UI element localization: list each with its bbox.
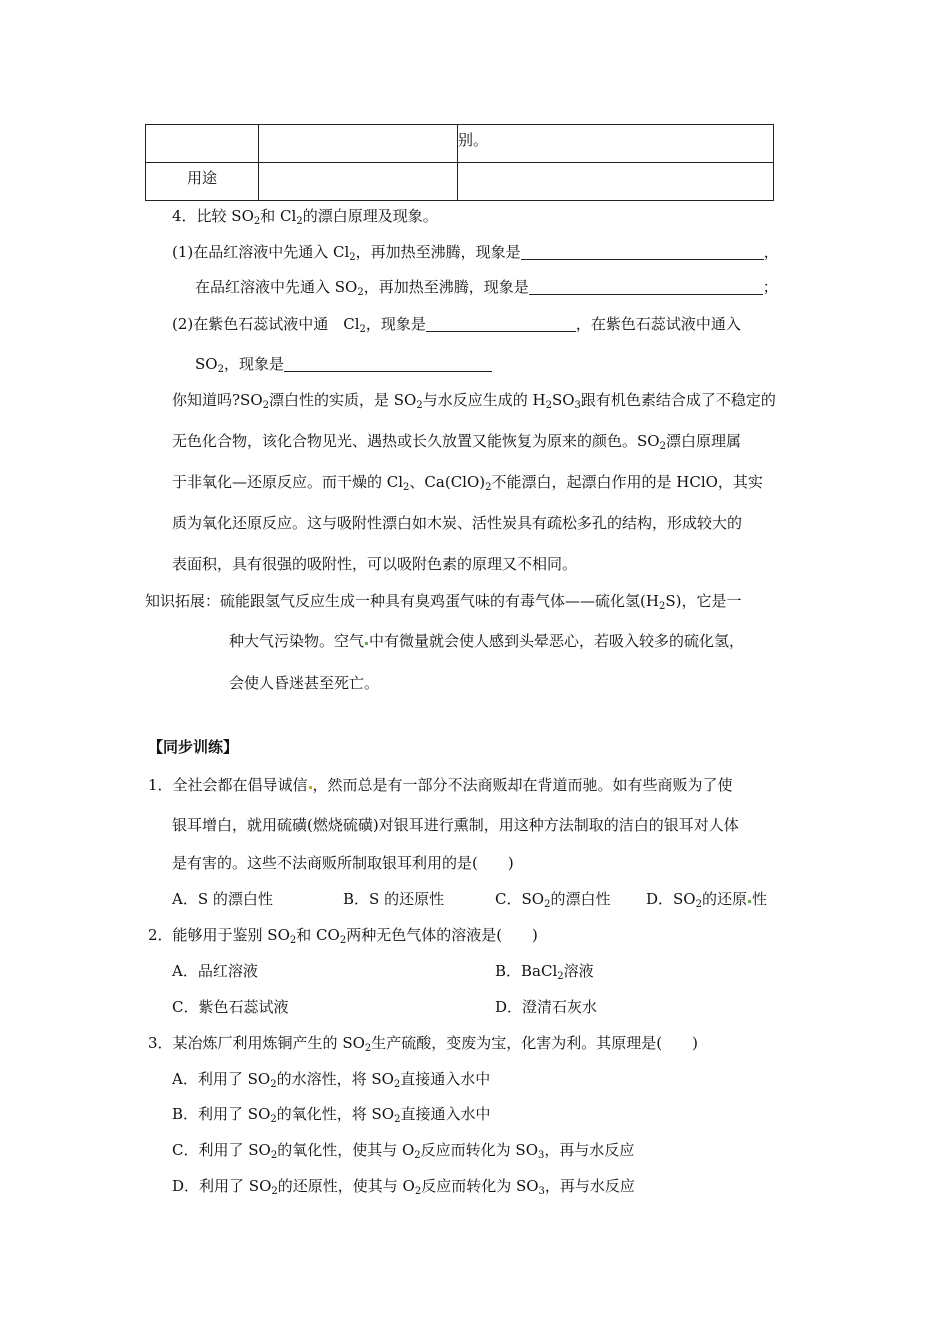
mark-dot	[748, 900, 751, 903]
table-cell	[146, 163, 259, 201]
q4-title: 4．比较 $SO_2$和 $Cl_2$的漂白原理及现象。	[172, 207, 438, 227]
q2-option-b[interactable]: B．BaCl$_2$溶液	[495, 962, 594, 982]
ext-line-3: 会使人昏迷甚至死亡。	[229, 674, 380, 692]
q2-stem: 2．能够用于鉴别 $SO_2$和 $CO_2$两种无色气体的溶液是( )	[148, 926, 538, 946]
q4-part2-line1: (2)在紫色石蕊试液中通 $Cl_2$，现象是 ，在紫色石蕊试液中通入	[172, 315, 741, 335]
answer-blank[interactable]	[284, 356, 492, 372]
q1-line-1: 1．全社会都在倡导诚信 ，然而总是有一部分不法商贩却在背道而驰。如有些商贩为了使	[148, 776, 733, 794]
know-line-1: 你知道吗$?SO_2$漂白性的实质，是 $SO_2$与水反应生成的 $H_2SO_3$跟有机色素结合成了不稳定的	[172, 391, 776, 411]
answer-blank[interactable]	[529, 279, 763, 295]
know-line-3: 于非氧化—还原反应。而干燥的 $Cl_2$、$Ca(ClO)_2$不能漂白，起漂白作用的是 HClO，其实	[172, 473, 763, 493]
section-heading: 【同步训练】	[148, 738, 239, 756]
q1-line-2: 银耳增白，就用硫磺(燃烧硫磺)对银耳进行熏制，用这种方法制取的洁白的银耳对人体	[172, 816, 739, 834]
q3-option-b[interactable]: B．利用了 $SO_2$的氧化性，将 $SO_2$直接通入水中	[172, 1105, 491, 1125]
usage-label: 用途	[186, 169, 217, 187]
q4-part1-line1: (1)在品红溶液中先通入 $Cl_2$，再加热至沸腾，现象是 ，	[172, 243, 779, 263]
q4-part1-line2: 在品红溶液中先通入 $SO_2$，再加热至沸腾，现象是 ；	[195, 278, 778, 298]
q1-option-a[interactable]: A．S 的漂白性	[172, 890, 273, 908]
q1-option-d[interactable]: D．$SO_2$的还原 性	[646, 890, 768, 910]
q2-option-d[interactable]: D．澄清石灰水	[495, 998, 598, 1016]
table-cell	[259, 125, 458, 163]
table-cell	[146, 125, 259, 163]
q1-option-c[interactable]: C．$SO_2$的漂白性	[495, 890, 611, 910]
property-table	[145, 124, 774, 201]
q2-option-c[interactable]: C．紫色石蕊试液	[172, 998, 289, 1016]
q3-option-c[interactable]: C．利用了 $SO_2$的氧化性，使其与 $O_2$反应而转化为 $SO_3$，再与水反应	[172, 1141, 635, 1161]
q3-option-a[interactable]: A．利用了 $SO_2$的水溶性，将 $SO_2$直接通入水中	[172, 1070, 491, 1090]
table-cell	[458, 163, 774, 201]
ext-line-1: 知识拓展：硫能跟氢气反应生成一种具有臭鸡蛋气味的有毒气体——硫化氢$(H_2S)$，它是一	[145, 592, 742, 612]
mark-dot	[309, 786, 312, 789]
know-line-4: 质为氧化还原反应。这与吸附性漂白如木炭、活性炭具有疏松多孔的结构，形成较大的	[172, 514, 743, 532]
q2-option-a[interactable]: A．品红溶液	[172, 962, 258, 980]
answer-blank[interactable]	[521, 244, 764, 260]
q3-option-d[interactable]: D．利用了 $SO_2$的还原性，使其与 $O_2$反应而转化为 $SO_3$，再与水反应	[172, 1177, 635, 1197]
table-cell-text: 别。	[458, 131, 489, 149]
know-line-2: 无色化合物，该化合物见光、遇热或长久放置又能恢复为原来的颜色。$SO_2$漂白原理属	[172, 432, 741, 452]
q1-line-3: 是有害的。这些不法商贩所制取银耳利用的是( )	[172, 854, 514, 872]
know-line-5: 表面积，具有很强的吸附性，可以吸附色素的原理又不相同。	[172, 555, 578, 573]
table-cell	[458, 125, 774, 163]
answer-blank[interactable]	[426, 316, 576, 332]
table-cell	[259, 163, 458, 201]
q3-stem: 3．某冶炼厂利用炼铜产生的 $SO_2$生产硫酸，变废为宝，化害为利。其原理是( )	[148, 1034, 698, 1054]
q4-part2-line2: $SO_2$，现象是	[195, 354, 492, 374]
table-row	[146, 163, 774, 201]
q1-option-b[interactable]: B．S 的还原性	[343, 890, 445, 908]
table-row	[146, 125, 774, 163]
ext-line-2: 种大气污染物。空气 中有微量就会使人感到头晕恶心，若吸入较多的硫化氢，	[229, 632, 745, 650]
mark-dot	[365, 642, 368, 645]
